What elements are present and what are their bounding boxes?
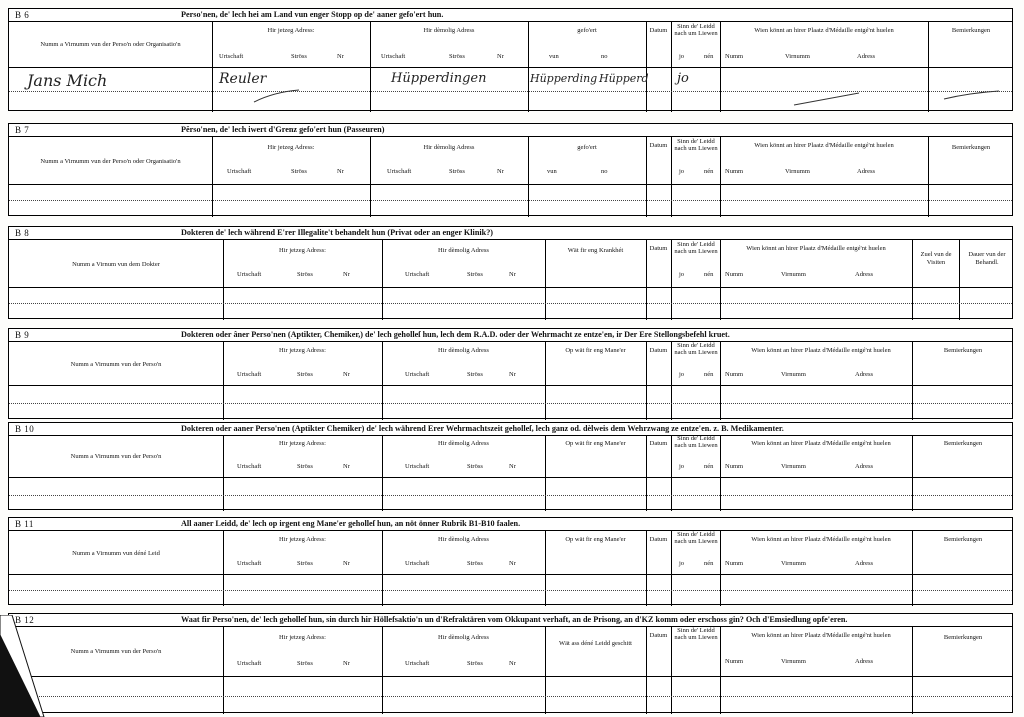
section-title: Dokteren oder aaner Perso'nen (Aptikter Chemiker) de' lech während Erer Wehrmachtszeit geholleſ, lech ganz od. dèlweis dem Wehrzwang ze entze'en. z. B. Medikamenter. bbox=[181, 424, 784, 433]
nr-label: Nr bbox=[509, 271, 516, 278]
urtschaft-label: Urtschaft bbox=[237, 560, 262, 567]
name-column-label: Numm a Virnumm vun der Perso'n bbox=[70, 648, 162, 655]
section-b9 bbox=[8, 328, 1013, 419]
virnumm-label: Virnumm bbox=[781, 271, 806, 278]
urtschaft-label: Urtschaft bbox=[381, 53, 406, 60]
nr-label: Nr bbox=[343, 271, 350, 278]
gefoert-label: gefo'ert bbox=[577, 144, 597, 151]
urtschaft-label: Urtschaft bbox=[237, 271, 262, 278]
nr-label: Nr bbox=[343, 560, 350, 567]
medal-label: Wien könnt an hirer Plaatz d'Médaille entgé'nt huelen bbox=[751, 347, 891, 354]
adress-label: Adress bbox=[855, 560, 874, 567]
urtschaft-label: Urtschaft bbox=[405, 463, 430, 470]
old-address-label: Hir dèmolig Adress bbox=[423, 27, 475, 34]
nen-label: nén bbox=[704, 168, 714, 175]
handwritten-town: Reuler bbox=[219, 71, 267, 87]
section-title: All aaner Leidd, de' lech op irgent eng Mane'er geholleſ hun, an nöt önner Rubrik B1-B10 faalen. bbox=[181, 519, 521, 528]
stross-label: Ströss bbox=[297, 463, 313, 470]
urtschaft-label: Urtschaft bbox=[405, 660, 430, 667]
nr-label: Nr bbox=[343, 371, 350, 378]
virnumm-label: Virnumm bbox=[785, 168, 810, 175]
nr-label: Nr bbox=[509, 560, 516, 567]
section-b8 bbox=[8, 226, 1013, 319]
medal-label: Wien könnt an hirer Plaatz d'Médaille entgé'nt huelen bbox=[754, 27, 894, 34]
vun-label: vun bbox=[547, 168, 557, 175]
name-column-label: Numm a Virnumm vun der Perso'n bbox=[70, 361, 162, 368]
section-code: B 10 bbox=[15, 424, 35, 434]
no-label: no bbox=[601, 53, 608, 60]
virnumm-label: Virnumm bbox=[781, 463, 806, 470]
datum-label: Datum bbox=[649, 440, 668, 447]
manner-label: Op wät fir eng Mane'er bbox=[565, 536, 626, 543]
current-address-label: Hir jetzeg Adress: bbox=[279, 634, 326, 641]
jo-label: jo bbox=[679, 371, 685, 378]
section-code: B 8 bbox=[15, 228, 30, 238]
stross-label: Ströss bbox=[467, 463, 483, 470]
adress-label: Adress bbox=[855, 271, 874, 278]
name-column-label: Numm a Virnumm vun der Perso'n bbox=[70, 453, 162, 460]
sinn-label: Sinn de' Leidd nach um Liewen bbox=[674, 138, 718, 152]
nen-label: nén bbox=[704, 371, 714, 378]
section-title: Dokteren de' lech während E'rer Illegalite't behandelt hun (Privat oder an enger Klinik?) bbox=[181, 228, 494, 237]
pen-stroke-icon bbox=[789, 89, 869, 109]
urtschaft-label: Urtschaft bbox=[387, 168, 412, 175]
numm-label: Numm bbox=[725, 658, 744, 665]
section-title: Dokteren oder âner Perso'nen (Aptikter, Chemiker,) de' lech geholleſ hun, lech dem R.A.D. oder der Wehrmacht ze entze'en, ir Der Ere Stellongsbefehl kruet. bbox=[181, 330, 730, 339]
adress-label: Adress bbox=[857, 53, 876, 60]
gefoert-label: gefo'ert bbox=[577, 27, 597, 34]
section-code: B 9 bbox=[15, 330, 30, 340]
medal-label: Wien könnt an hirer Plaatz d'Médaille entgé'nt huelen bbox=[754, 142, 894, 149]
section-header bbox=[9, 9, 1012, 22]
pen-stroke-icon bbox=[939, 87, 1009, 103]
section-code: B 12 bbox=[15, 615, 35, 625]
bemierkungen-label: Bemierkungen bbox=[943, 634, 983, 641]
section-b12 bbox=[8, 613, 1013, 713]
stross-label: Ströss bbox=[297, 371, 313, 378]
bemierkungen-label: Bemierkungen bbox=[951, 144, 991, 151]
current-address-label: Hir jetzeg Adress: bbox=[267, 27, 315, 34]
sinn-label: Sinn de' Leidd nach um Liewen bbox=[674, 627, 718, 641]
section-b7 bbox=[8, 123, 1013, 216]
stross-label: Ströss bbox=[467, 271, 483, 278]
nr-label: Nr bbox=[509, 371, 516, 378]
section-title: Pĕrso'nen, de' lech iwert d'Grenz gefo'ert hun (Passeuren) bbox=[181, 125, 385, 134]
section-header bbox=[9, 423, 1012, 436]
section-header bbox=[9, 227, 1012, 240]
nen-label: nén bbox=[704, 560, 714, 567]
section-title: Perso'nen, de' lech hei am Land vun enger Stopp op de' aaner gefo'ert hun. bbox=[181, 10, 444, 19]
nen-label: nén bbox=[704, 463, 714, 470]
old-address-label: Hir dèmolig Adress bbox=[423, 144, 475, 151]
stross-label: Ströss bbox=[449, 168, 465, 175]
datum-label: Datum bbox=[649, 347, 668, 354]
section-b11 bbox=[8, 517, 1013, 605]
datum-label: Datum bbox=[649, 142, 668, 149]
nen-label: nén bbox=[704, 53, 714, 60]
urtschaft-label: Urtschaft bbox=[227, 168, 252, 175]
section-header bbox=[9, 614, 1012, 627]
stross-label: Ströss bbox=[449, 53, 465, 60]
visits-label: Zuel vun de Visiten bbox=[920, 251, 952, 266]
duration-label: Dauer vun der Behandl. bbox=[968, 251, 1006, 266]
old-address-label: Hir dèmolig Adress bbox=[438, 440, 489, 447]
stross-label: Ströss bbox=[467, 560, 483, 567]
section-header bbox=[9, 518, 1012, 531]
handwritten-jo: jo bbox=[677, 71, 689, 86]
current-address-label: Hir jetzeg Adress: bbox=[279, 247, 326, 254]
urtschaft-label: Urtschaft bbox=[237, 463, 262, 470]
stross-label: Ströss bbox=[467, 371, 483, 378]
urtschaft-label: Urtschaft bbox=[237, 371, 262, 378]
old-address-label: Hir dèmolig Adress bbox=[438, 634, 489, 641]
name-column-label: Numm a Virnumm vun der Perso'n oder Organisatio'n bbox=[40, 158, 181, 165]
nr-label: Nr bbox=[343, 463, 350, 470]
handwritten-name: Jans Mich bbox=[27, 71, 108, 90]
virnumm-label: Virnumm bbox=[785, 53, 810, 60]
section-header bbox=[9, 329, 1012, 342]
current-address-label: Hir jetzeg Adress: bbox=[279, 440, 326, 447]
manner-label: Op wät fir eng Mane'er bbox=[565, 440, 626, 447]
section-code: B 7 bbox=[15, 125, 30, 135]
section-code: B 6 bbox=[15, 10, 30, 20]
pen-stroke-icon bbox=[249, 87, 309, 107]
bemierkungen-label: Bemierkungen bbox=[943, 347, 983, 354]
nr-label: Nr bbox=[337, 53, 344, 60]
current-address-label: Hir jetzeg Adress: bbox=[279, 347, 326, 354]
datum-label: Datum bbox=[649, 536, 668, 543]
nr-label: Nr bbox=[497, 168, 504, 175]
jo-label: jo bbox=[679, 53, 685, 60]
urtschaft-label: Urtschaft bbox=[405, 371, 430, 378]
section-header bbox=[9, 124, 1012, 137]
urtschaft-label: Urtschaft bbox=[219, 53, 244, 60]
datum-label: Datum bbox=[649, 27, 668, 34]
datum-label: Datum bbox=[649, 245, 668, 252]
urtschaft-label: Urtschaft bbox=[405, 271, 430, 278]
section-b10 bbox=[8, 422, 1013, 510]
virnumm-label: Virnumm bbox=[781, 371, 806, 378]
jo-label: jo bbox=[679, 271, 685, 278]
datum-label: Datum bbox=[649, 632, 668, 639]
jo-label: jo bbox=[679, 560, 685, 567]
sinn-label: Sinn de' Leidd nach um Liewen bbox=[674, 531, 718, 545]
illness-label: Wät fir eng Krankhét bbox=[567, 247, 624, 254]
nr-label: Nr bbox=[509, 660, 516, 667]
virnumm-label: Virnumm bbox=[781, 658, 806, 665]
sinn-label: Sinn de' Leidd nach um Liewen bbox=[674, 435, 718, 449]
stross-label: Ströss bbox=[297, 560, 313, 567]
medal-label: Wien könnt an hirer Plaatz d'Médaille entgé'nt huelen bbox=[751, 440, 891, 447]
sinn-label: Sinn de' Leidd nach um Liewen bbox=[674, 241, 718, 255]
old-address-label: Hir dèmolig Adress bbox=[438, 347, 489, 354]
vun-label: vun bbox=[549, 53, 559, 60]
numm-label: Numm bbox=[725, 53, 744, 60]
no-label: no bbox=[601, 168, 608, 175]
nr-label: Nr bbox=[509, 463, 516, 470]
bemierkungen-label: Bemierkungen bbox=[943, 440, 983, 447]
name-column-label: Numm a Virnumm vun der Perso'n oder Organisatio'n bbox=[40, 41, 181, 48]
medal-label: Wien könnt an hirer Plaatz d'Médaille entgé'nt huelen bbox=[746, 245, 886, 252]
adress-label: Adress bbox=[855, 371, 874, 378]
stross-label: Ströss bbox=[297, 271, 313, 278]
section-b6 bbox=[8, 8, 1013, 111]
stross-label: Ströss bbox=[297, 660, 313, 667]
urtschaft-label: Urtschaft bbox=[237, 660, 262, 667]
handwritten-to: Hüpperd bbox=[599, 72, 649, 85]
current-address-label: Hir jetzeg Adress: bbox=[267, 144, 315, 151]
bemierkungen-label: Bemierkungen bbox=[943, 536, 983, 543]
old-address-label: Hir dèmolig Adress bbox=[438, 536, 489, 543]
name-column-label: Numm a Virnum vun dem Dokter bbox=[72, 261, 160, 268]
adress-label: Adress bbox=[857, 168, 876, 175]
numm-label: Numm bbox=[725, 371, 744, 378]
urtschaft-label: Urtschaft bbox=[405, 560, 430, 567]
adress-label: Adress bbox=[855, 658, 874, 665]
handwritten-from: Hüpperding bbox=[530, 72, 598, 85]
medal-label: Wien könnt an hirer Plaatz d'Médaille entgé'nt huelen bbox=[751, 632, 891, 639]
medal-label: Wien könnt an hirer Plaatz d'Médaille entgé'nt huelen bbox=[751, 536, 891, 543]
manner-label: Op wät fir eng Mane'er bbox=[565, 347, 626, 354]
folded-corner-icon bbox=[0, 615, 55, 717]
nr-label: Nr bbox=[497, 53, 504, 60]
sinn-label: Sinn de' Leidd nach um Liewen bbox=[674, 342, 718, 356]
old-address-label: Hir dèmolig Adress bbox=[438, 247, 489, 254]
numm-label: Numm bbox=[725, 168, 744, 175]
handwritten-old-town: Hüpperdingen bbox=[391, 71, 487, 86]
bemierkungen-label: Bemierkungen bbox=[951, 27, 991, 34]
sinn-label: Sinn de' Leidd nach um Liewen bbox=[674, 23, 718, 37]
name-column-label: Numm a Virnumm vun déné Leid bbox=[72, 550, 160, 557]
adress-label: Adress bbox=[855, 463, 874, 470]
nr-label: Nr bbox=[337, 168, 344, 175]
section-title: Waat fir Perso'nen, de' lech geholleſ hun, sin durch hir Höllefsaktio'n un d'Refraktären vom Okkupant verhaft, an de Prisong, an d'KZ komm oder erschoss gin? Och d'Emsiedlung opfe'eren. bbox=[181, 615, 848, 624]
jo-label: jo bbox=[679, 168, 685, 175]
numm-label: Numm bbox=[725, 560, 744, 567]
section-code: B 11 bbox=[15, 519, 34, 529]
stross-label: Ströss bbox=[291, 168, 307, 175]
stross-label: Ströss bbox=[467, 660, 483, 667]
nen-label: nén bbox=[704, 271, 714, 278]
numm-label: Numm bbox=[725, 463, 744, 470]
virnumm-label: Virnumm bbox=[781, 560, 806, 567]
stross-label: Ströss bbox=[291, 53, 307, 60]
jo-label: jo bbox=[679, 463, 685, 470]
what-happened-label: Wät ass déné Leidd geschitt bbox=[559, 640, 632, 647]
current-address-label: Hir jetzeg Adress: bbox=[279, 536, 326, 543]
nr-label: Nr bbox=[343, 660, 350, 667]
numm-label: Numm bbox=[725, 271, 744, 278]
